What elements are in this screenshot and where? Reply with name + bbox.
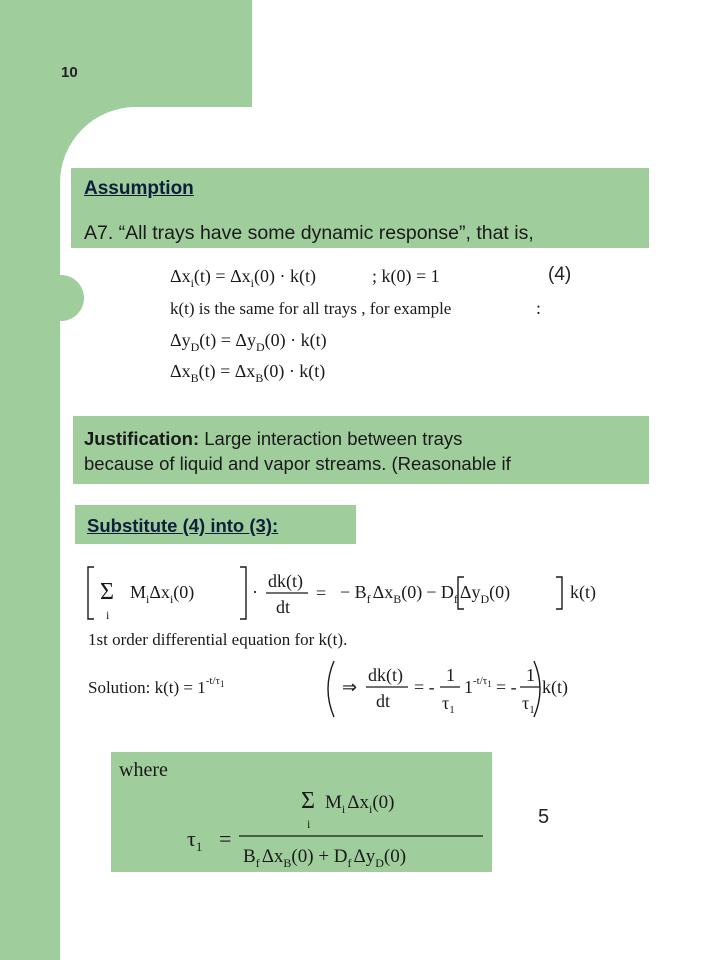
tau-equals: =: [219, 826, 232, 851]
slide-number: 5: [538, 806, 550, 828]
sol-one-2: 1: [526, 665, 535, 685]
num-sum-index: i: [307, 817, 311, 831]
eq4-line1: $\Delta x_i(t) = \Delta x_i(0) \cdot k(t)$: [170, 266, 316, 290]
ode-equals: =: [316, 583, 327, 603]
assumption-text: A7. “All trays have some dynamic response”, that is,: [84, 222, 534, 244]
substitute-box: [75, 505, 356, 544]
eq4-condition: ; k(0) = 1: [372, 266, 440, 286]
ode-lhs-term: $M_i\Delta x_i(0)$: [130, 582, 195, 606]
sol-one-1: 1: [446, 665, 455, 685]
eq4-line2-colon: :: [536, 298, 542, 318]
ode-dk: dk(t): [268, 571, 303, 591]
sol-dk: dk(t): [368, 665, 403, 685]
ode-kt: k(t): [570, 582, 596, 602]
page-number: 10: [61, 64, 78, 81]
equation-block-ode: [86, 565, 646, 725]
ode-dot: ·: [252, 582, 258, 602]
substitute-heading: Substitute (4) into (3):: [87, 515, 279, 536]
ode-dt: dt: [276, 597, 291, 617]
sol-mid-term: $1^{-t/\tau}1$: [464, 675, 492, 697]
sol-eq-neg-1: = -: [414, 677, 435, 697]
numerator: $M_i$ $\Delta x_i(0)$: [325, 792, 395, 816]
sol-tau-2: $\tau_1$: [522, 693, 535, 716]
sol-eq-neg-2: = -: [496, 677, 517, 697]
equation-label-4: (4): [548, 264, 572, 285]
assumption-title: Assumption: [84, 178, 194, 199]
ode-sum-symbol: Σ: [100, 579, 114, 605]
tau-symbol: $\tau_1$: [187, 826, 203, 854]
tau-definition: [111, 752, 492, 872]
left-green-bar: [0, 0, 60, 960]
justification-label: Justification:: [84, 428, 200, 449]
denominator: $B_f$ $\Delta x_B(0) + D_f$ $\Delta y_D(0)$: [243, 846, 407, 870]
eq4-line2: k(t) is the same for all trays , for example: [170, 299, 452, 318]
ode-rhs-term-full: − $B_f$ $\Delta x_B(0) - D_f$ $\Delta y_D(0)$: [340, 582, 511, 606]
assumption-box: [71, 168, 649, 248]
justification-text: [84, 426, 511, 476]
justification-box: [73, 416, 649, 484]
where-label: where: [119, 759, 168, 781]
ode-description: 1st order differential equation for k(t).: [88, 630, 348, 649]
implies-arrow: ⇒: [342, 677, 358, 697]
sol-k-end: k(t): [542, 677, 568, 697]
sol-dt: dt: [376, 691, 391, 711]
num-sum-symbol: Σ: [301, 788, 315, 814]
eq4-line4: $\Delta x_B(t) = \Delta x_B(0) \cdot k(t)$: [170, 361, 326, 385]
left-green-tab: [14, 275, 84, 321]
equation-block-4: [150, 258, 570, 388]
top-green-block: [60, 0, 252, 107]
justification-line2: because of liquid and vapor streams. (Reasonable if: [84, 453, 511, 474]
where-box: [111, 752, 492, 872]
ode-sum-index: i: [106, 608, 110, 622]
justification-line1: Large interaction between trays: [199, 428, 463, 449]
eq4-line3: $\Delta y_D(t) = \Delta y_D(0) \cdot k(t)$: [170, 330, 327, 354]
sol-tau-1: $\tau_1$: [442, 693, 455, 716]
solution-line: Solution: $k(t) = 1^{-t/\tau}1$: [88, 675, 225, 697]
